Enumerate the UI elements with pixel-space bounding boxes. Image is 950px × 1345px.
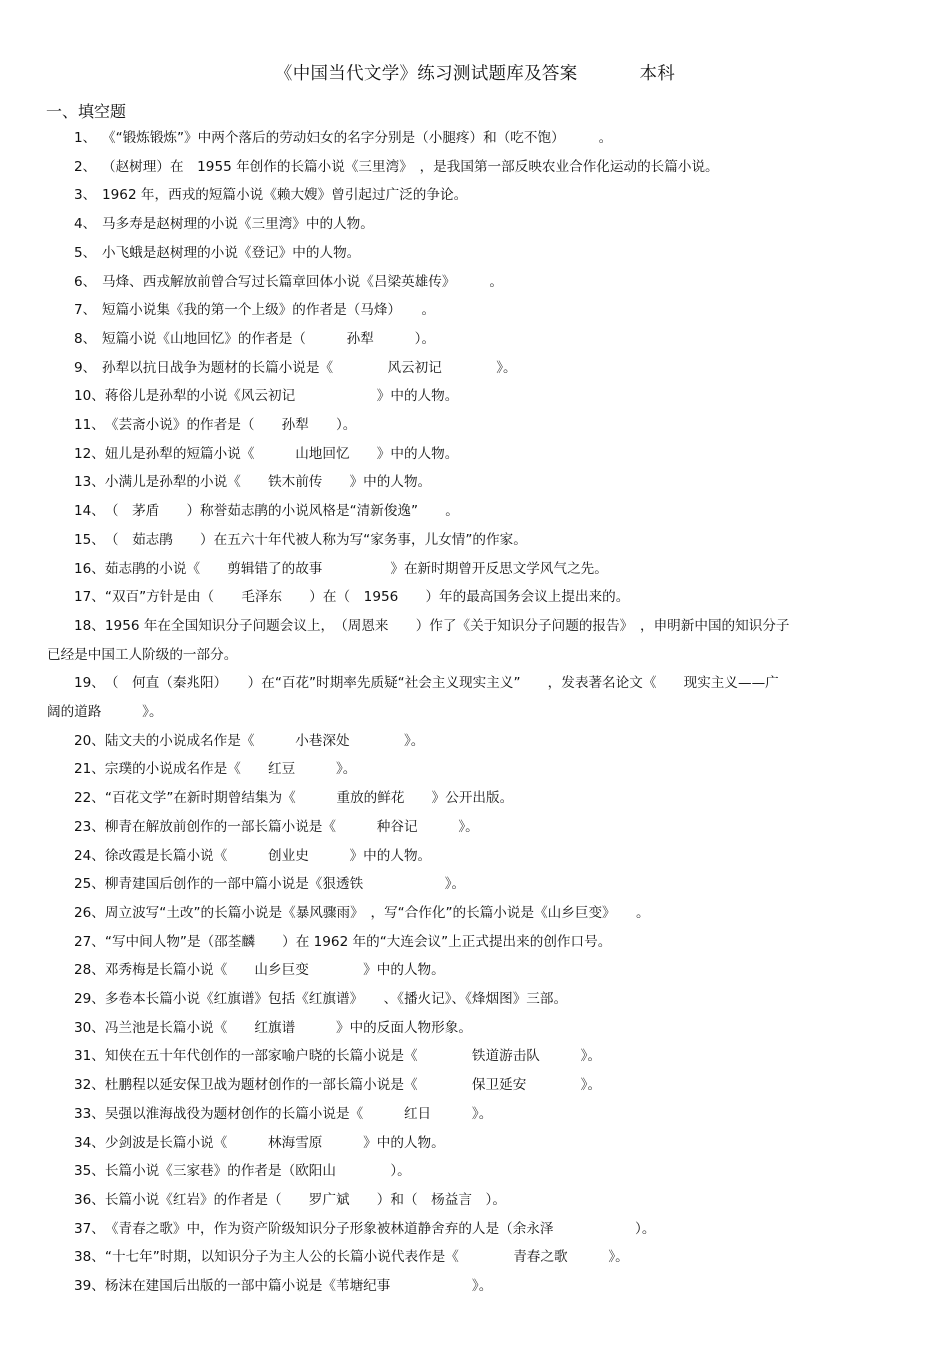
question-text: 小飞蛾是赵树理的小说《登记》中的人物。	[102, 244, 361, 261]
question-item	[74, 415, 890, 435]
question-item	[74, 214, 890, 234]
question-text: （ 茅盾 ）称誉茹志鹃的小说风格是“清新俊逸” 。	[104, 503, 459, 520]
question-text: 少剑波是长篇小说《 林海雪原 》中的人物。	[104, 1134, 445, 1151]
question-number: 7、	[74, 302, 97, 319]
question-item	[74, 1161, 890, 1181]
section-heading: 一、填空题	[46, 102, 127, 121]
question-item	[74, 587, 890, 607]
question-number: 19、	[74, 675, 105, 692]
question-item	[74, 157, 890, 177]
question-item	[74, 1219, 890, 1239]
question-number: 20、	[74, 732, 105, 749]
question-number: 31、	[74, 1048, 105, 1065]
question-text: 《青春之歌》中，作为资产阶级知识分子形象被林道静舍弃的人是（余永泽 ）。	[104, 1220, 656, 1237]
question-number: 17、	[74, 589, 105, 606]
question-text: 1962 年，西戎的短篇小说《赖大嫂》曾引起过广泛的争论。	[102, 187, 468, 204]
question-number: 35、	[74, 1163, 105, 1180]
question-item	[74, 817, 890, 837]
question-item	[74, 530, 890, 550]
question-text: 知侠在五十年代创作的一部家喻户晓的长篇小说是《 铁道游击队 》。	[104, 1048, 602, 1065]
question-item	[74, 932, 890, 952]
question-item	[74, 874, 890, 894]
question-number: 23、	[74, 818, 105, 835]
title-subtitle: 本科	[639, 64, 676, 84]
question-number: 37、	[74, 1220, 105, 1237]
question-item	[74, 788, 890, 808]
question-item	[74, 989, 890, 1009]
question-number: 22、	[74, 790, 105, 807]
title-text: 《中国当代文学》练习测试题库及答案	[274, 64, 578, 84]
question-item	[74, 128, 890, 148]
question-item	[74, 185, 890, 205]
question-text: 孙犁以抗日战争为题材的长篇小说是《 风云初记 》。	[102, 359, 517, 376]
question-item	[74, 1247, 890, 1267]
question-text: 《芸斋小说》的作者是（ 孙犁 ）。	[104, 417, 357, 433]
question-number: 5、	[74, 244, 97, 261]
question-item	[74, 272, 890, 292]
question-text: 长篇小说《三家巷》的作者是（欧阳山 ）。	[104, 1163, 411, 1180]
question-number: 2、	[74, 158, 97, 175]
question-number: 18、	[74, 617, 105, 634]
question-text: 柳青建国后创作的一部中篇小说是《狠透铁 》。	[104, 876, 466, 893]
question-item	[74, 358, 890, 378]
question-text: 妞儿是孙犁的短篇小说《 山地回忆 》中的人物。	[104, 445, 459, 462]
question-item	[74, 846, 890, 866]
question-number: 33、	[74, 1105, 105, 1122]
question-item	[47, 673, 890, 722]
question-text: 小满儿是孙犁的小说《 铁木前传 》中的人物。	[104, 474, 432, 491]
question-number: 34、	[74, 1134, 105, 1151]
question-number: 36、	[74, 1191, 105, 1208]
question-item	[74, 1018, 890, 1038]
question-number: 29、	[74, 991, 105, 1007]
question-text: 短篇小说集《我的第一个上级》的作者是（马烽） 。	[102, 302, 436, 319]
question-number: 13、	[74, 474, 105, 491]
page-title	[0, 60, 950, 85]
question-number: 8、	[74, 330, 97, 347]
question-text: “百花文学”在新时期曾结集为《 重放的鲜花 》公开出版。	[104, 790, 514, 807]
question-item	[74, 300, 890, 320]
question-number: 24、	[74, 847, 105, 864]
question-item	[74, 472, 890, 492]
question-item	[74, 501, 890, 521]
question-text: 陆文夫的小说成名作是《 小巷深处 》。	[104, 732, 425, 749]
question-text: “写中间人物”是（邵荃麟 ）在 1962 年的“大连会议”上正式提出来的创作口号。	[104, 933, 612, 950]
question-item	[74, 1133, 890, 1153]
question-item	[74, 329, 890, 349]
question-text: （ 何直（秦兆阳） ）在“百花”时期率先质疑“社会主义现实主义” ，发表著名论文《 现实主义——广	[104, 675, 779, 692]
question-text: 吴强以淮海战役为题材创作的长篇小说是《 红日 》。	[104, 1105, 493, 1122]
question-number: 3、	[74, 187, 97, 204]
question-item	[74, 444, 890, 464]
question-text: “十七年”时期，以知识分子为主人公的长篇小说代表作是《 青春之歌 》。	[104, 1249, 629, 1266]
question-number: 11、	[74, 417, 105, 433]
question-text: 柳青在解放前创作的一部长篇小说是《 种谷记 》。	[104, 818, 479, 835]
question-number: 21、	[74, 761, 105, 778]
question-item	[74, 903, 890, 923]
question-item	[74, 731, 890, 751]
question-number: 38、	[74, 1249, 105, 1266]
question-text: 马烽、西戎解放前曾合写过长篇章回体小说《吕梁英雄传》 。	[102, 273, 504, 290]
question-item	[74, 759, 890, 779]
question-number: 27、	[74, 933, 105, 950]
question-text: 短篇小说《山地回忆》的作者是（ 孙犁 ）。	[102, 330, 436, 347]
question-text: 杨沫在建国后出版的一部中篇小说是《苇塘纪事 》。	[104, 1278, 493, 1294]
question-number: 39、	[74, 1278, 105, 1294]
question-item	[74, 1276, 890, 1296]
question-number: 14、	[74, 503, 105, 520]
question-text: 杜鹏程以延安保卫战为题材创作的一部长篇小说是《 保卫延安 》。	[104, 1077, 602, 1094]
question-item	[47, 616, 890, 665]
question-number: 4、	[74, 216, 97, 233]
question-number: 15、	[74, 531, 105, 548]
question-text: 1956 年在全国知识分子问题会议上， （周恩来 ）作了《关于知识分子问题的报告》 ，申明新中国的知识分子	[104, 617, 790, 634]
question-number: 1、	[74, 130, 97, 146]
question-text: “双百”方针是由（ 毛泽东 ）在（ 1956 ）年的最高国务会议上提出来的。	[104, 589, 630, 606]
question-text: 冯兰池是长篇小说《 红旗谱 》中的反面人物形象。	[104, 1019, 472, 1036]
question-number: 32、	[74, 1077, 105, 1094]
question-item	[74, 559, 890, 579]
question-number: 9、	[74, 359, 97, 376]
question-text: 徐改霞是长篇小说《 创业史 》中的人物。	[104, 847, 432, 864]
question-item	[74, 960, 890, 980]
question-number: 28、	[74, 962, 105, 979]
question-number: 12、	[74, 445, 105, 462]
question-text: 周立波写“土改”的长篇小说是《暴风骤雨》 ，写“合作化”的长篇小说是《山乡巨变》 。	[104, 904, 650, 921]
question-text: 马多寿是赵树理的小说《三里湾》中的人物。	[102, 216, 374, 233]
question-text-continued: 阔的道路 》。	[47, 703, 163, 720]
question-text: 长篇小说《红岩》的作者是（ 罗广斌 ）和（ 杨益言 ）。	[104, 1191, 506, 1208]
question-number: 30、	[74, 1019, 105, 1036]
question-text: （赵树理）在 1955 年创作的长篇小说《三里湾》 ，是我国第一部反映农业合作化运动的长篇小说。	[102, 158, 719, 175]
question-text-continued: 已经是中国工人阶级的一部分。	[47, 646, 238, 663]
question-text: 《“锻炼锻炼”》中两个落后的劳动妇女的名字分别是（小腿疼）和（吃不饱） 。	[102, 130, 613, 146]
question-item	[74, 386, 890, 406]
question-text: 邓秀梅是长篇小说《 山乡巨变 》中的人物。	[104, 962, 445, 979]
question-number: 10、	[74, 388, 105, 405]
question-number: 26、	[74, 904, 105, 921]
question-number: 6、	[74, 273, 97, 290]
question-number: 25、	[74, 876, 105, 893]
question-text: （ 茹志鹃 ）在五六十年代被人称为写“家务事，儿女情”的作家。	[104, 531, 527, 548]
question-text: 多卷本长篇小说《红旗谱》包括《红旗谱》 、《播火记》、《烽烟图》三部。	[104, 991, 568, 1007]
question-text: 蒋俗儿是孙犁的小说《风云初记 》中的人物。	[104, 388, 459, 405]
question-item	[74, 243, 890, 263]
question-item	[74, 1190, 890, 1210]
question-text: 宗璞的小说成名作是《 红豆 》。	[104, 761, 357, 778]
question-item	[74, 1075, 890, 1095]
question-number: 16、	[74, 560, 105, 577]
question-item	[74, 1104, 890, 1124]
question-item	[74, 1046, 890, 1066]
question-text: 茹志鹃的小说《 剪辑错了的故事 》在新时期曾开反思文学风气之先。	[104, 560, 608, 577]
